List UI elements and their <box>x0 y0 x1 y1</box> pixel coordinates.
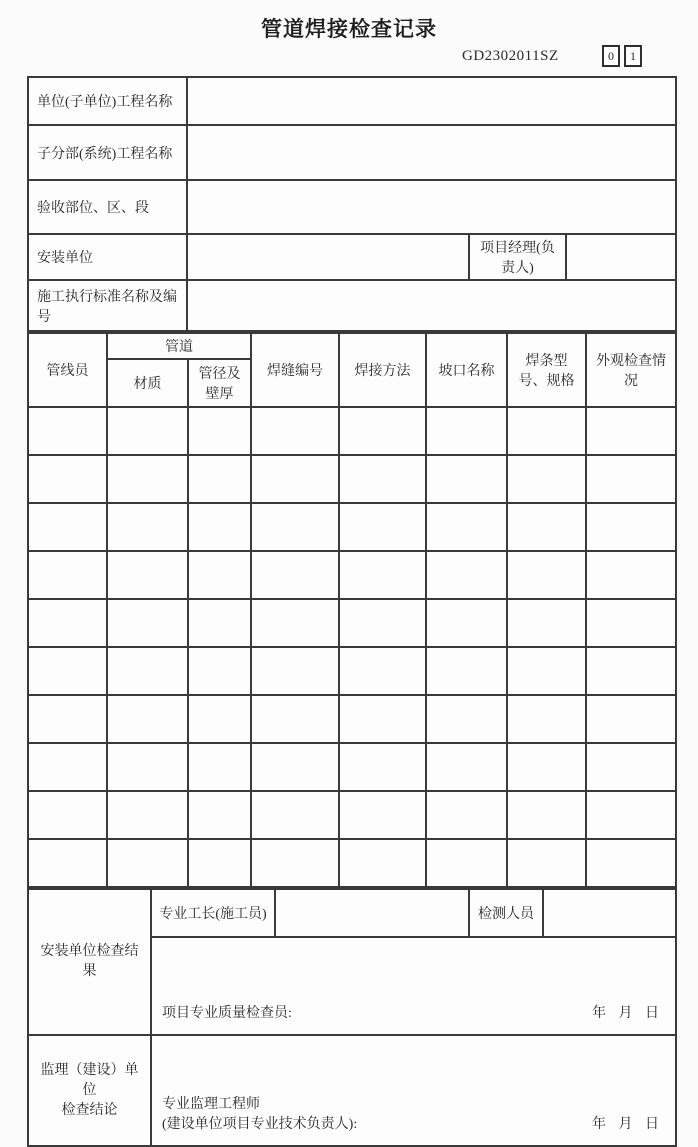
label-unit-project-name: 单位(子单位)工程名称 <box>28 77 187 125</box>
weld-table-row <box>28 791 676 839</box>
weld-cell-welding-method[interactable] <box>339 407 426 455</box>
weld-table-row <box>28 551 676 599</box>
label-supervision-conclusion-line1: 监理（建设）单位 <box>40 1062 139 1098</box>
weld-cell-material[interactable] <box>107 647 188 695</box>
info-row-subsystem <box>28 125 676 180</box>
weld-cell-seam-no[interactable] <box>251 503 339 551</box>
col-header-welding-method: 焊接方法 <box>339 333 426 407</box>
col-header-electrode-spec: 焊条型号、规格 <box>507 333 586 407</box>
page-box-right: 1 <box>624 45 642 67</box>
weld-cell-appearance[interactable] <box>586 407 676 455</box>
weld-cell-material[interactable] <box>107 791 188 839</box>
form-body <box>27 76 675 1147</box>
weld-cell-welding-method[interactable] <box>339 455 426 503</box>
weld-cell-seam-no[interactable] <box>251 695 339 743</box>
weld-cell-welding-method[interactable] <box>339 551 426 599</box>
input-construction-standard[interactable] <box>187 280 676 331</box>
weld-cell-appearance[interactable] <box>586 743 676 791</box>
weld-cell-seam-no[interactable] <box>251 599 339 647</box>
label-subsystem-name: 子分部(系统)工程名称 <box>28 125 187 180</box>
info-row-unit-project <box>28 77 676 125</box>
weld-cell-pipeline-worker[interactable] <box>28 455 107 503</box>
label-date-supervision: 年 月 日 <box>592 1117 659 1132</box>
weld-cell-welding-method[interactable] <box>339 839 426 887</box>
weld-cell-welding-method[interactable] <box>339 503 426 551</box>
weld-cell-material[interactable] <box>107 551 188 599</box>
weld-cell-groove-name[interactable] <box>426 599 507 647</box>
weld-cell-diameter-thickness[interactable] <box>188 791 251 839</box>
label-tester: 检测人员 <box>469 889 543 937</box>
weld-cell-pipeline-worker[interactable] <box>28 695 107 743</box>
project-info-table <box>27 76 677 332</box>
weld-cell-appearance[interactable] <box>586 503 676 551</box>
weld-cell-material[interactable] <box>107 743 188 791</box>
col-header-diameter-thickness: 管径及壁厚 <box>188 359 251 407</box>
weld-cell-groove-name[interactable] <box>426 743 507 791</box>
weld-cell-groove-name[interactable] <box>426 455 507 503</box>
weld-cell-appearance[interactable] <box>586 647 676 695</box>
weld-cell-electrode-spec[interactable] <box>507 551 586 599</box>
weld-cell-pipeline-worker[interactable] <box>28 743 107 791</box>
label-supervision-conclusion-line2: 检查结论 <box>61 1102 118 1118</box>
form-code-row <box>0 44 698 76</box>
weld-cell-pipeline-worker[interactable] <box>28 551 107 599</box>
weld-cell-welding-method[interactable] <box>339 599 426 647</box>
input-subsystem-name[interactable] <box>187 125 676 180</box>
weld-record-table <box>27 332 677 888</box>
weld-cell-welding-method[interactable] <box>339 791 426 839</box>
weld-cell-electrode-spec[interactable] <box>507 743 586 791</box>
weld-table-row <box>28 647 676 695</box>
label-project-manager: 项目经理(负责人) <box>469 234 566 280</box>
supervision-signature-area[interactable] <box>151 1035 676 1146</box>
info-row-acceptance-part <box>28 180 676 234</box>
weld-cell-electrode-spec[interactable] <box>507 791 586 839</box>
weld-cell-diameter-thickness[interactable] <box>188 503 251 551</box>
info-row-standard <box>28 280 676 331</box>
weld-cell-groove-name[interactable] <box>426 695 507 743</box>
weld-cell-pipeline-worker[interactable] <box>28 599 107 647</box>
weld-header-row-1 <box>28 333 676 359</box>
col-header-pipeline-worker: 管线员 <box>28 333 107 407</box>
weld-cell-appearance[interactable] <box>586 599 676 647</box>
install-result-row-1 <box>28 889 676 937</box>
weld-cell-electrode-spec[interactable] <box>507 407 586 455</box>
col-header-pipe-group: 管道 <box>107 333 251 359</box>
weld-cell-electrode-spec[interactable] <box>507 647 586 695</box>
weld-cell-pipeline-worker[interactable] <box>28 407 107 455</box>
weld-cell-welding-method[interactable] <box>339 743 426 791</box>
install-signature-area[interactable] <box>151 937 676 1035</box>
col-header-appearance: 外观检查情况 <box>586 333 676 407</box>
weld-table-body <box>28 407 676 887</box>
input-unit-project-name[interactable] <box>187 77 676 125</box>
weld-cell-electrode-spec[interactable] <box>507 695 586 743</box>
weld-cell-seam-no[interactable] <box>251 551 339 599</box>
weld-cell-groove-name[interactable] <box>426 551 507 599</box>
weld-cell-groove-name[interactable] <box>426 503 507 551</box>
weld-cell-diameter-thickness[interactable] <box>188 455 251 503</box>
weld-cell-diameter-thickness[interactable] <box>188 599 251 647</box>
label-install-check-result: 安装单位检查结果 <box>28 889 151 1035</box>
weld-table-row <box>28 695 676 743</box>
supervision-row <box>28 1035 676 1146</box>
weld-cell-material[interactable] <box>107 695 188 743</box>
weld-cell-groove-name[interactable] <box>426 791 507 839</box>
label-supervision-engineer: 专业监理工程师 <box>162 1097 260 1112</box>
weld-table-row <box>28 839 676 887</box>
weld-cell-groove-name[interactable] <box>426 407 507 455</box>
weld-cell-diameter-thickness[interactable] <box>188 407 251 455</box>
weld-cell-diameter-thickness[interactable] <box>188 695 251 743</box>
weld-cell-welding-method[interactable] <box>339 647 426 695</box>
weld-cell-material[interactable] <box>107 455 188 503</box>
weld-cell-appearance[interactable] <box>586 455 676 503</box>
weld-table-row <box>28 503 676 551</box>
weld-table-row <box>28 407 676 455</box>
weld-table-row <box>28 743 676 791</box>
weld-cell-diameter-thickness[interactable] <box>188 551 251 599</box>
weld-cell-pipeline-worker[interactable] <box>28 791 107 839</box>
page-number-boxes <box>602 45 642 67</box>
weld-table-row <box>28 455 676 503</box>
weld-cell-seam-no[interactable] <box>251 839 339 887</box>
weld-cell-welding-method[interactable] <box>339 695 426 743</box>
weld-cell-material[interactable] <box>107 839 188 887</box>
page-title: 管道焊接检查记录 <box>261 18 437 41</box>
input-installation-unit[interactable] <box>187 234 469 280</box>
weld-cell-diameter-thickness[interactable] <box>188 839 251 887</box>
input-project-manager[interactable] <box>566 234 676 280</box>
weld-cell-groove-name[interactable] <box>426 647 507 695</box>
weld-cell-appearance[interactable] <box>586 839 676 887</box>
col-header-material: 材质 <box>107 359 188 407</box>
input-acceptance-part[interactable] <box>187 180 676 234</box>
weld-cell-material[interactable] <box>107 599 188 647</box>
label-date-install: 年 月 日 <box>592 1006 659 1021</box>
weld-cell-seam-no[interactable] <box>251 407 339 455</box>
page-box-left: 0 <box>602 45 620 67</box>
weld-cell-groove-name[interactable] <box>426 839 507 887</box>
info-row-installation-unit <box>28 234 676 280</box>
label-acceptance-part: 验收部位、区、段 <box>28 180 187 234</box>
weld-cell-seam-no[interactable] <box>251 743 339 791</box>
weld-cell-appearance[interactable] <box>586 791 676 839</box>
weld-cell-diameter-thickness[interactable] <box>188 743 251 791</box>
weld-cell-pipeline-worker[interactable] <box>28 839 107 887</box>
weld-cell-electrode-spec[interactable] <box>507 839 586 887</box>
weld-cell-diameter-thickness[interactable] <box>188 647 251 695</box>
weld-cell-pipeline-worker[interactable] <box>28 647 107 695</box>
label-construction-standard: 施工执行标准名称及编号 <box>28 280 187 331</box>
weld-cell-electrode-spec[interactable] <box>507 455 586 503</box>
weld-table-row <box>28 599 676 647</box>
weld-cell-electrode-spec[interactable] <box>507 503 586 551</box>
weld-cell-seam-no[interactable] <box>251 455 339 503</box>
input-foreman-signature[interactable] <box>275 889 469 937</box>
weld-cell-material[interactable] <box>107 407 188 455</box>
weld-cell-electrode-spec[interactable] <box>507 599 586 647</box>
label-supervision-conclusion <box>28 1035 151 1146</box>
weld-cell-appearance[interactable] <box>586 551 676 599</box>
col-header-seam-no: 焊缝编号 <box>251 333 339 407</box>
inspection-results-table <box>27 888 677 1147</box>
weld-cell-pipeline-worker[interactable] <box>28 503 107 551</box>
form-code: GD2302011SZ <box>462 48 559 64</box>
label-supervision-engineer-line2: (建设单位项目专业技术负责人): <box>162 1117 358 1132</box>
weld-cell-material[interactable] <box>107 503 188 551</box>
label-quality-inspector: 项目专业质量检查员: <box>162 1006 292 1021</box>
weld-cell-seam-no[interactable] <box>251 791 339 839</box>
weld-cell-appearance[interactable] <box>586 695 676 743</box>
label-foreman: 专业工长(施工员) <box>151 889 275 937</box>
input-tester-signature[interactable] <box>543 889 676 937</box>
label-installation-unit: 安装单位 <box>28 234 187 280</box>
col-header-groove-name: 坡口名称 <box>426 333 507 407</box>
weld-cell-seam-no[interactable] <box>251 647 339 695</box>
